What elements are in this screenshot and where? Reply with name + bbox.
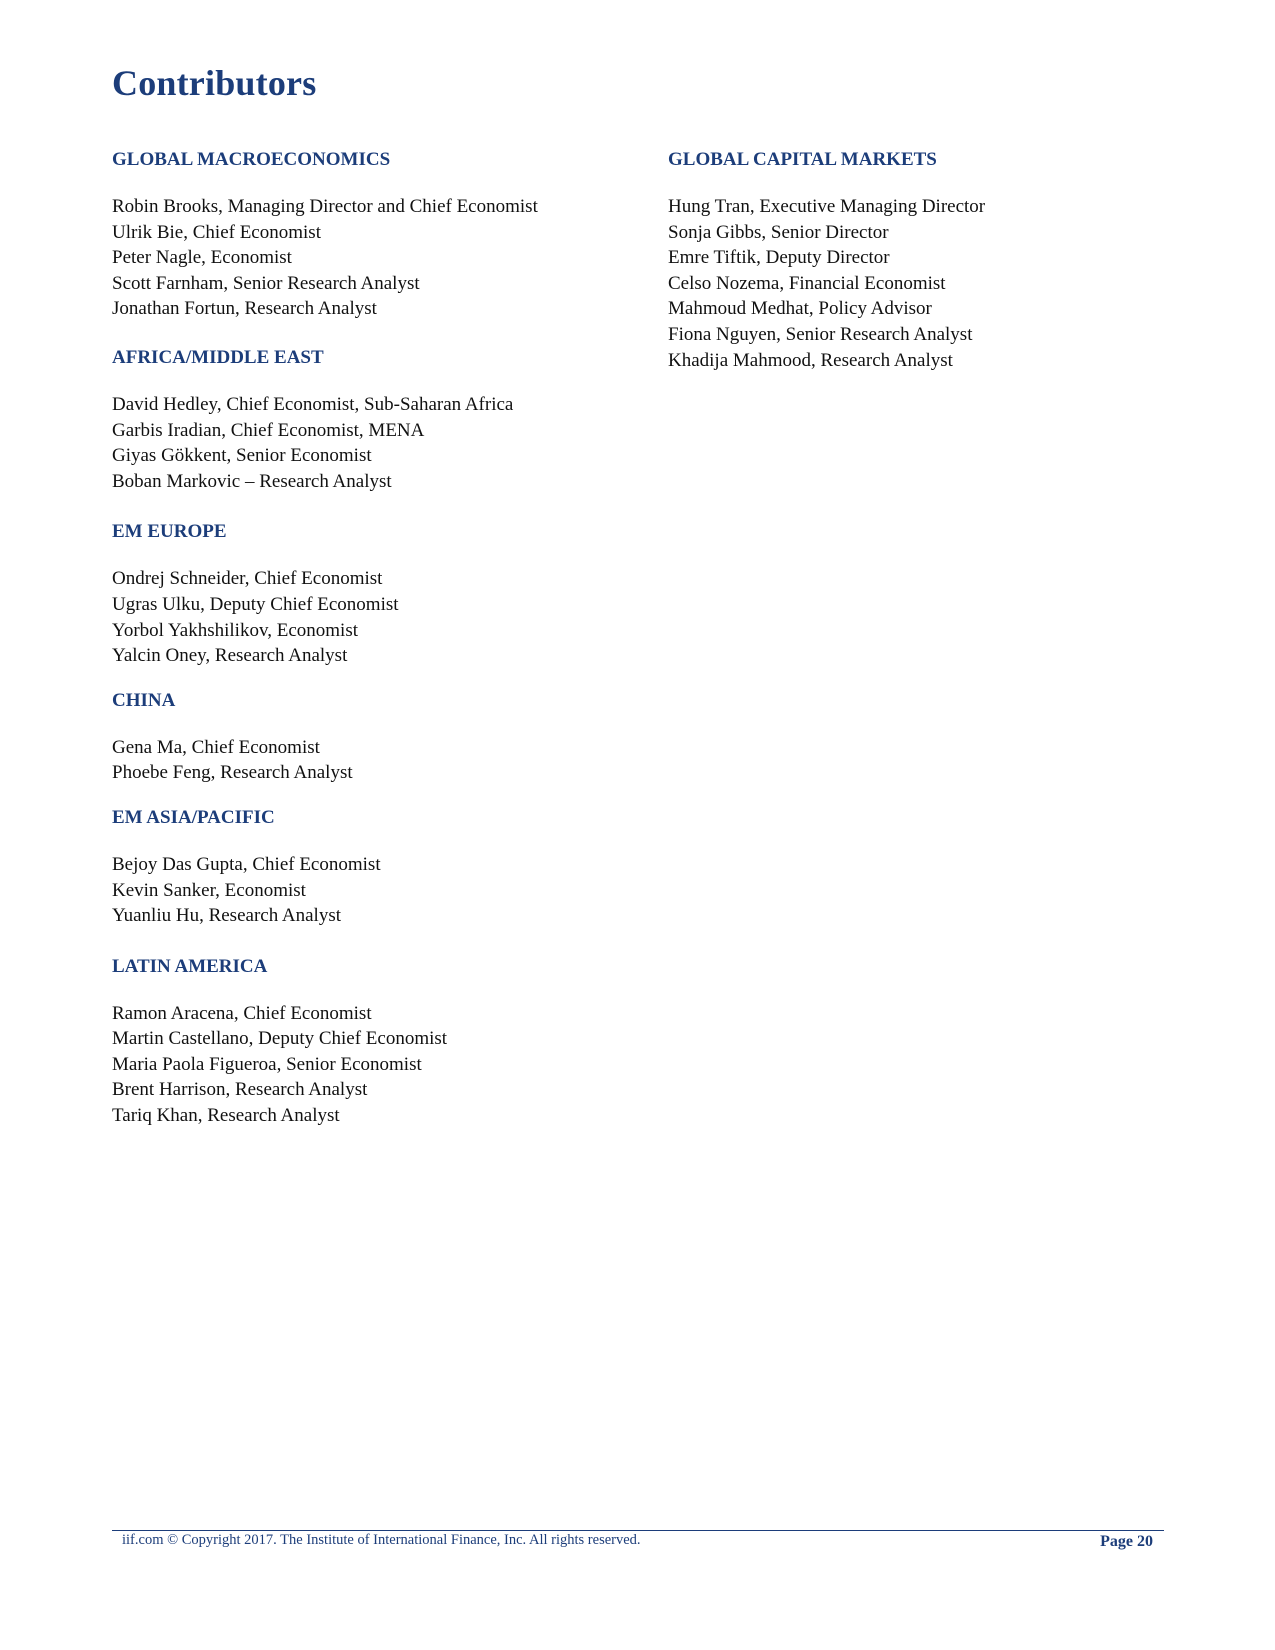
member-entry: Boban Markovic – Research Analyst [112, 470, 392, 492]
member-entry: David Hedley, Chief Economist, Sub-Saharan Africa [112, 393, 514, 415]
member-entry: Robin Brooks, Managing Director and Chief Economist [112, 196, 538, 217]
member-entry: Fiona Nguyen, Senior Research Analyst [668, 323, 973, 345]
section-global-capital-markets [668, 148, 1188, 373]
section-heading: CHINA [112, 689, 176, 711]
member-list [112, 852, 632, 929]
member-entry: Phoebe Feng, Research Analyst [112, 762, 353, 784]
member-list [668, 194, 1188, 373]
member-entry: Martin Castellano, Deputy Chief Economist [112, 1028, 448, 1050]
member-entry: Maria Paola Figueroa, Senior Economist [112, 1053, 422, 1075]
section-heading: GLOBAL CAPITAL MARKETS [668, 149, 937, 170]
member-entry: Garbis Iradian, Chief Economist, MENA [112, 419, 425, 441]
member-entry: Kevin Sanker, Economist [112, 879, 306, 901]
member-list [112, 194, 632, 322]
left-column [112, 148, 632, 1129]
section-china [112, 689, 632, 786]
page-title: Contributors [112, 63, 317, 103]
member-entry: Sonja Gibbs, Senior Director [668, 221, 889, 243]
footer-copyright: iif.com © Copyright 2017. The Institute of International Finance, Inc. All rights reserved. [122, 1532, 641, 1548]
member-entry: Peter Nagle, Economist [112, 247, 292, 269]
footer-divider [112, 1530, 1164, 1531]
member-entry: Tariq Khan, Research Analyst [112, 1105, 340, 1127]
section-em-europe [112, 520, 632, 668]
section-heading: EM ASIA/PACIFIC [112, 806, 275, 828]
member-list [112, 1001, 632, 1129]
member-list [112, 566, 632, 668]
member-entry: Ondrej Schneider, Chief Economist [112, 568, 383, 590]
footer-page-number: Page 20 [1100, 1533, 1153, 1550]
member-entry: Ulrik Bie, Chief Economist [112, 221, 321, 243]
member-list [112, 735, 632, 786]
section-heading: EM EUROPE [112, 521, 227, 543]
member-entry: Jonathan Fortun, Research Analyst [112, 298, 377, 320]
right-column [668, 148, 1188, 373]
member-entry: Yorbol Yakhshilikov, Economist [112, 619, 358, 641]
member-entry: Emre Tiftik, Deputy Director [668, 247, 890, 269]
member-entry: Khadija Mahmood, Research Analyst [668, 349, 953, 371]
member-entry: Giyas Gökkent, Senior Economist [112, 445, 372, 467]
section-global-macroeconomics [112, 148, 632, 322]
section-africa-middle-east [112, 346, 632, 494]
member-entry: Brent Harrison, Research Analyst [112, 1079, 368, 1101]
member-entry: Mahmoud Medhat, Policy Advisor [668, 298, 932, 320]
member-entry: Bejoy Das Gupta, Chief Economist [112, 853, 381, 875]
member-entry: Celso Nozema, Financial Economist [668, 272, 946, 294]
member-entry: Scott Farnham, Senior Research Analyst [112, 272, 420, 294]
member-entry: Hung Tran, Executive Managing Director [668, 196, 986, 217]
section-heading: LATIN AMERICA [112, 955, 268, 977]
section-heading: AFRICA/MIDDLE EAST [112, 346, 324, 368]
member-list [112, 392, 632, 494]
member-entry: Ugras Ulku, Deputy Chief Economist [112, 593, 399, 615]
section-heading: GLOBAL MACROECONOMICS [112, 149, 391, 170]
member-entry: Ramon Aracena, Chief Economist [112, 1002, 372, 1024]
member-entry: Yalcin Oney, Research Analyst [112, 645, 348, 667]
section-em-asia-pacific [112, 806, 632, 929]
member-entry: Gena Ma, Chief Economist [112, 736, 320, 758]
section-latin-america [112, 955, 632, 1129]
member-entry: Yuanliu Hu, Research Analyst [112, 905, 342, 927]
